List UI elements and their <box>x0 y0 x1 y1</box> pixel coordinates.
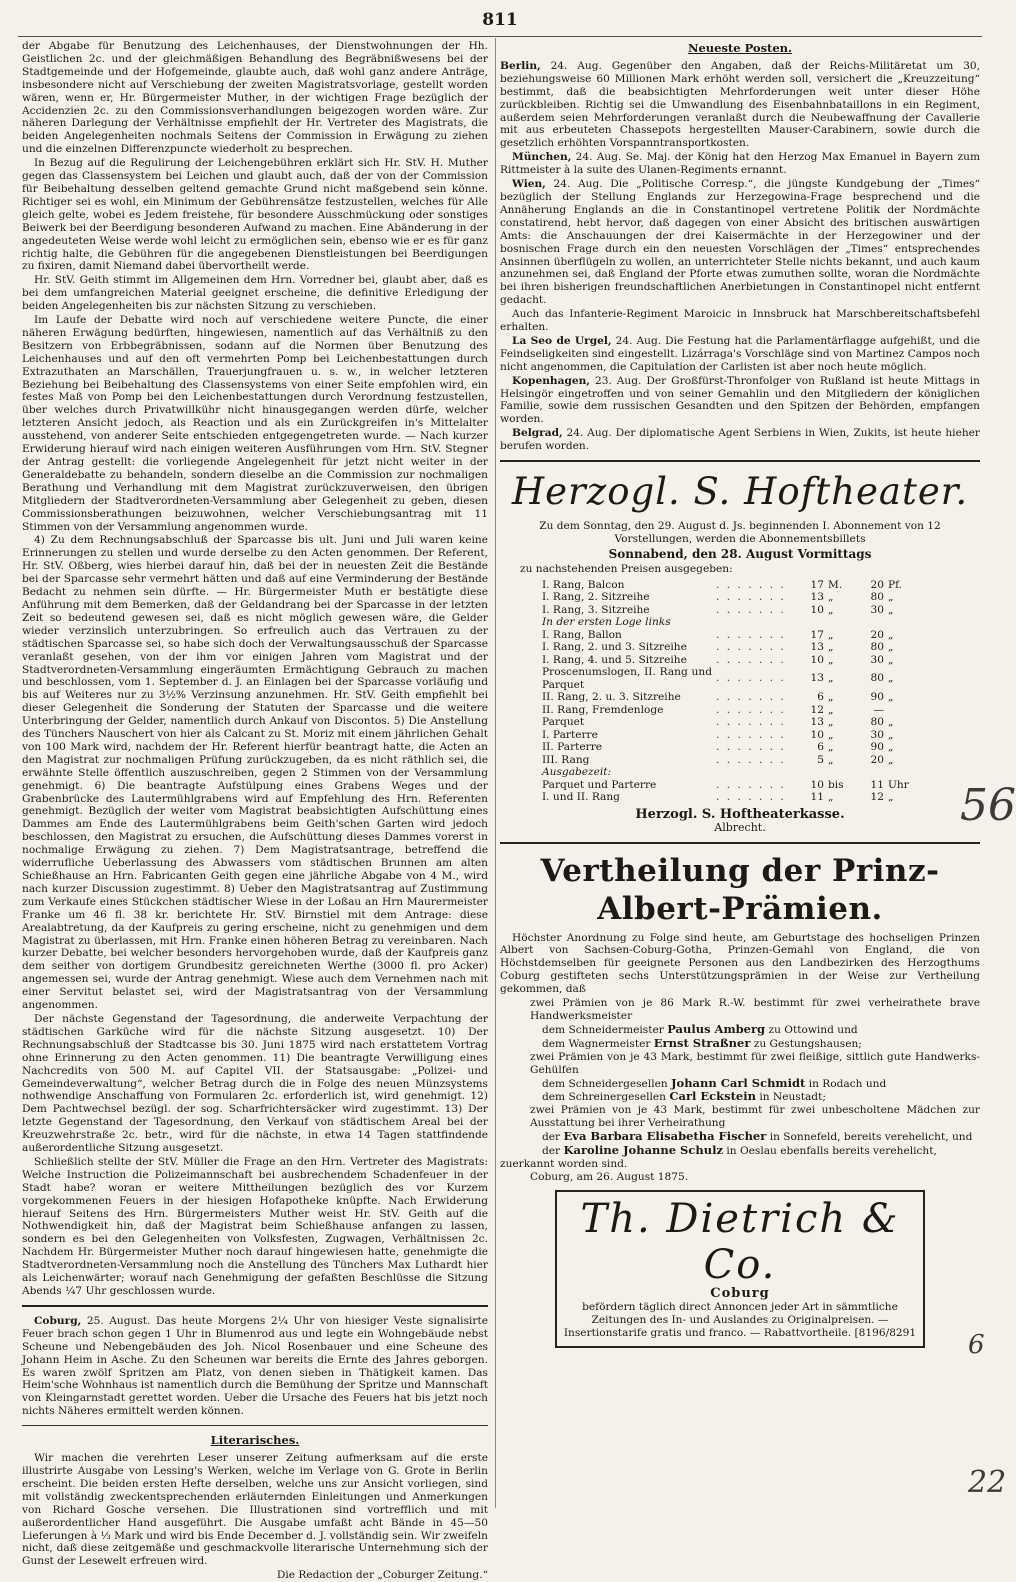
news-item <box>500 178 980 307</box>
price-cell-m: 10 <box>810 728 824 741</box>
price-cell-dots: . . . . . . . <box>716 741 786 754</box>
literary-signature: Die Redaction der „Coburger Zeitung.“ <box>276 1569 488 1582</box>
news-text: 24. Aug. Gegenüber den Angaben, daß der Reichs-Militäretat um 30, beziehungsweise 60 Millionen Mark erhöht werden soll, versichert die „Kreuzzeitung“ bestimmt, daß die beabsichtigten Mehrforderungen weit unter dieser Höhe zurückbleiben. Richtig sei die Umwandlung des Eisenbahnbataillons in ein Regiment, außerdem seien Mehrforderungen veranlaßt durch die Neubewaffnung der Cavallerie mit aus erbeuteten Chassepots hergestellten Mauser-Carabinern, sowie durch die gesetzlich erhöhten Vorspanntransportkosten. <box>500 59 980 150</box>
paragraph: Hr. StV. Geith stimmt im Allgemeinen dem Hrn. Vorredner bei, glaubt aber, daß es bei dem umfangreichen Material geeignet erscheine, die definitive Erledigung der beiden Angelegenheiten bis zur nächsten Sitzung zu verschieben. <box>22 274 488 313</box>
news-place: Belgrad, <box>512 427 563 440</box>
price-cell-pfu: „ <box>888 603 894 616</box>
price-cell-pf: 80 <box>870 716 884 729</box>
price-cell-dots: . . . . . . . <box>716 753 786 766</box>
price-row <box>540 691 914 704</box>
price-cell-pfu: „ <box>888 591 894 604</box>
price-cell-pf: 80 <box>870 591 884 604</box>
price-cell-m: 10 <box>810 653 824 666</box>
recipient-name: Carl Eckstein <box>669 1089 756 1104</box>
price-cell-pf: 80 <box>870 641 884 654</box>
recipient-place: in Sonnefeld, bereits verehelicht, und <box>769 1131 973 1144</box>
issue-time-label: Ausgabezeit: <box>542 766 612 779</box>
price-cell-pf: 80 <box>870 672 884 685</box>
recipient-place: zu Ottowind und <box>768 1023 858 1036</box>
price-cell-sep: bis <box>828 778 844 791</box>
coburg-dateline: Coburg, <box>34 1314 82 1327</box>
price-cell-from: 11 <box>810 791 824 804</box>
price-cell-pfu: „ <box>888 641 894 654</box>
dietrich-city: Coburg <box>710 1285 770 1301</box>
price-cell-mu: „ <box>828 703 834 716</box>
award-date: Coburg, am 26. August 1875. <box>530 1170 689 1183</box>
issue-time-row <box>540 791 914 804</box>
news-item <box>500 427 980 453</box>
price-cell-dots: . . . . . . . <box>716 641 786 654</box>
price-cell-name: I. Rang, 2. Sitzreihe <box>542 591 650 604</box>
price-row <box>540 704 914 717</box>
news-text: 24. Aug. Die „Politische Corresp.“, die jüngste Kundgebung der „Times“ bezüglich der Stellung Englands zur Herzegowina-Frage besprechend und die Annäherung Englands an die in Constantinopel vertretene Politik der Nordmächte constatirend, hebt hervor, daß dagegen von einer Absicht des britischen auswärtigen Amts: die Anschauungen der drei Kaisermächte in der Herzegowiner und der bosnischen Frage durch ein den neuesten Vorschlägen der „Times“ entsprechendes Ansinnen überflügeln zu wollen, an unterrichteter Stelle nichts bekannt, und auch kaum anzunehmen sei, daß England der Pforte etwas zumuthen sollte, woran die Nordmächte bei ihren bisherigen freundschaftlichen Anerbietungen in Constantinopel nicht entfernt gedacht. <box>500 178 980 307</box>
award-recipient <box>500 1090 980 1104</box>
paragraph: In Bezug auf die Regulirung der Leichengebühren erklärt sich Hr. StV. H. Muther gegen das Classensystem bei Leichen und glaubt auch, daß der von der Commission für Beibehaltung desselben geltend gemachte Grund nicht maßgebend sein könne. Richtiger sei es wohl, ein Minimum der Gebührensätze festzustellen, welches für Alle gleich gelte, wobei es Jedem freistehe, für besondere Ausschmückung oder sonstiges Beiwerk bei der Beerdigung besonderen Aufwand zu machen. Eine Abänderung in der angedeuteten Weise werde wohl leicht zu ermöglichen sein, ebenso wie er es für ganz richtig halte, die Gebühren für die angegebenen Dienstleistungen bei Beerdigungen zu fixiren, damit Niemand dabei übervortheilt werde. <box>22 157 488 273</box>
price-table <box>540 579 914 804</box>
price-row <box>540 629 914 642</box>
recipient-name: Ernst Straßner <box>653 1035 751 1050</box>
price-cell-to: 12 <box>870 791 884 804</box>
literary-text: Wir machen die verehrten Leser unserer Zeitung aufmerksam auf die erste illustrirte Ausgabe von Lessing's Werken, welche im Verlage von G. Grote in Berlin erscheint. Die beiden ersten Hefte derselben, welche uns zur Ansicht vorliegen, sind mit vollständig zweckentsprechenden erläuternden Einleitungen und Anmerkungen von Richard Gosche versehen. Die Illustrationen sind vortrefflich und mit außerordentlicher Hand ausgeführt. Die Ausgabe umfaßt acht Bände in 45—50 Lieferungen à ⅓ Mark und wird bis Ende December d. J. vollständig sein. Wir zweifeln nicht, daß diese zeitgemäße und geschmackvolle literarische Unternehmung sich der Gunst der Lesewelt erfreuen wird. <box>22 1452 488 1568</box>
price-cell-pfu: „ <box>888 628 894 641</box>
price-cell-m: 6 <box>817 691 824 704</box>
news-text: 24. Aug. Se. Maj. der König hat den Herzog Max Emanuel in Bayern zum Rittmeister à la suite des Ulanen-Regiments ernannt. <box>500 151 980 177</box>
issue-time-row <box>540 779 914 792</box>
price-cell-mu: „ <box>828 603 834 616</box>
news-text: 23. Aug. Der Großfürst-Thronfolger von Rußland ist heute Mittags in Helsingör eingetroffen und von seiner Gemahlin und den Mitgliedern der königlichen Familie, sowie dem russischen Gesandten und den Spitzen der Behörden, empfangen worden. <box>500 374 980 426</box>
news-text: Auch das Infanterie-Regiment Maroicic in Innsbruck hat Marschbereitschaftsbefehl erhalten. <box>500 308 980 334</box>
price-cell-m: 6 <box>817 741 824 754</box>
news-place: München, <box>512 151 572 164</box>
price-cell-name: Parquet <box>542 716 585 729</box>
price-cell-m: 17 <box>810 578 824 591</box>
theater-signature: Herzogl. S. Hoftheaterkasse. <box>635 806 845 822</box>
price-cell-pfu: „ <box>888 716 894 729</box>
recipient-name: Johann Carl Schmidt <box>671 1075 806 1090</box>
praemien-title: Vertheilung der Prinz-Albert-Prämien. <box>540 852 940 927</box>
price-cell-to: 11 <box>870 778 884 791</box>
price-cell-pfu: „ <box>888 691 894 704</box>
paragraph: Der nächste Gegenstand der Tagesordnung, die anderweite Verpachtung der städtischen Garküche wird für die nächste Sitzung ausgesetzt. 10) Der Rechnungsabschluß der Stadtcasse bis 30. Juni 1875 wird nach erstattetem Vortrag ohne Erinnerung zu den Acten genommen. 11) Die beantragte Verwilligung eines Nachcredits von 500 M. auf Capitel VII. der Statsausgabe: „Polizei- und Gemeindeverwaltung“, welcher Betrag durch die in Folge des neuen Münzsystems nothwendige Anschaffung von Formularen 2c. erforderlich ist, wird genehmigt. 12) Dem Pachtwechsel bezügl. der sog. Scharfrichtersäcker wird zugestimmt. 13) Der letzte Gegenstand der Tagesordnung, den Verkauf von städtischem Areal bei der Kreuzwehrstraße 2c. betr., wird für die nächste, in etwa 14 Tagen stattfindende außerordentliche Sitzung ausgesetzt. <box>22 1012 488 1155</box>
price-cell-mu: „ <box>828 716 834 729</box>
praemien-advertisement <box>500 852 980 1184</box>
price-cell-pf: 90 <box>870 691 884 704</box>
price-cell-pf: 30 <box>870 728 884 741</box>
price-row <box>540 741 914 754</box>
award-closing: zuerkannt worden sind. <box>500 1157 628 1170</box>
price-cell-pfu <box>886 704 914 717</box>
price-cell-dots: . . . . . . . <box>716 728 786 741</box>
header-rule <box>18 36 982 37</box>
price-row <box>540 729 914 742</box>
price-cell-mu: „ <box>828 753 834 766</box>
price-cell-name: II. Rang, 2. u. 3. Sitzreihe <box>542 691 681 704</box>
handwritten-marginal-note: 6 <box>968 1330 985 1360</box>
price-row <box>540 604 914 617</box>
theater-advertisement <box>500 470 980 834</box>
price-cell-dots: . . . . . . . <box>716 672 786 685</box>
news-item <box>500 375 980 427</box>
news-title: Neueste Posten. <box>687 41 793 55</box>
section-rule <box>22 1305 488 1307</box>
column-divider <box>495 38 496 1508</box>
news-place: La Seo de Urgel, <box>512 334 612 347</box>
price-cell-name: II. Rang, Fremdenloge <box>542 703 664 716</box>
recipient-place: in Oeslau ebenfalls bereits verehelicht, <box>726 1145 937 1158</box>
news-item <box>500 308 980 334</box>
price-cell-pf: 90 <box>870 741 884 754</box>
award-recipient <box>500 1023 980 1037</box>
award-line: zwei Prämien von je 43 Mark, bestimmt für zwei unbescholtene Mädchen zur Ausstattung bei ihrer Verheirathung <box>530 1104 980 1130</box>
price-cell-pf: 30 <box>870 603 884 616</box>
price-cell-pfu: „ <box>888 753 894 766</box>
price-cell-m: 12 <box>810 703 824 716</box>
price-cell-mu: „ <box>828 591 834 604</box>
price-row <box>540 579 914 592</box>
news-place: Berlin, <box>500 59 541 72</box>
price-cell-pf: 20 <box>870 753 884 766</box>
price-cell-dots: . . . . . . . <box>716 653 786 666</box>
price-cell-dots: . . . . . . . <box>716 628 786 641</box>
price-cell-m: 5 <box>817 753 824 766</box>
award-recipient <box>500 1130 980 1144</box>
price-cell-dots: . . . . . . . <box>716 591 786 604</box>
price-cell-unit: „ <box>888 791 894 804</box>
news-item <box>500 151 980 177</box>
price-cell-mu: „ <box>828 653 834 666</box>
award-line: zwei Prämien von je 43 Mark, bestimmt für zwei fleißige, sittlich gute Handwerks-Gehülfen <box>530 1050 980 1076</box>
theater-intro: Zu dem Sonntag, den 29. August d. Js. beginnenden I. Abonnement von 12 Vorstellungen, werden die Abonnementsbillets <box>539 520 941 545</box>
news-place: Kopenhagen, <box>512 374 590 387</box>
price-cell-unit: Uhr <box>888 778 909 791</box>
handwritten-marginal-note: 22 <box>968 1465 1007 1500</box>
price-cell-mu: „ <box>828 641 834 654</box>
theater-intro-2: zu nachstehenden Preisen ausgegeben: <box>520 562 733 575</box>
price-cell-mu: „ <box>828 628 834 641</box>
price-cell-dots: . . . . . . . <box>716 778 786 791</box>
price-cell-name: Proscenumslogen, II. Rang und Parquet <box>542 666 712 691</box>
recipient-name: Karoline Johanne Schulz <box>563 1143 723 1158</box>
price-cell-pfu: „ <box>888 672 894 685</box>
price-cell-mu: „ <box>828 672 834 685</box>
recipient-role: dem Schneidermeister <box>542 1023 664 1036</box>
price-cell-pfu: „ <box>888 728 894 741</box>
theater-sale-date: Sonnabend, den 28. August Vormittags <box>608 546 872 561</box>
price-cell-name: I. Rang, 2. und 3. Sitzreihe <box>542 641 687 654</box>
price-cell-name: I. Rang, Ballon <box>542 628 622 641</box>
recipient-name: Paulus Amberg <box>667 1021 766 1036</box>
price-section-label: In der ersten Loge links <box>542 616 671 629</box>
price-cell-m: 13 <box>810 672 824 685</box>
price-cell-dots: . . . . . . . <box>716 603 786 616</box>
handwritten-marginal-note: 56 <box>960 780 1016 831</box>
coburg-date: 25. August. <box>86 1314 151 1327</box>
recipient-role: dem Schneidergesellen <box>542 1077 668 1090</box>
price-cell-pfu: Pf. <box>888 578 903 591</box>
price-cell-mu: „ <box>828 691 834 704</box>
price-cell-m: 13 <box>810 641 824 654</box>
section-rule <box>500 460 980 462</box>
dietrich-advertisement <box>555 1190 925 1348</box>
price-cell-m: 17 <box>810 628 824 641</box>
paragraph: der Abgabe für Benutzung des Leichenhauses, der Dienstwohnungen der Hh. Geistlichen 2c. und der gleichmäßigen Behandlung des Begräbnißwesens bei der Stadtgemeinde und der Hofgemeinde, glaubte auch, daß wohl ganz andere Anträge, insbesondere nicht auf Verschiebung der zweiten Magistratsvorlage, gestellt worden wären, wenn er, Hr. Bürgermeister Muther, in der wichtigen Frage bezüglich der Accidenzien 2c. zu den Commissionsverhandlungen beigezogen worden wäre. Zur näheren Darlegung der Verhältnisse empfiehlt der Hr. Vertreter des Magistrats, die beiden Angelegenheiten nochmals Seitens der Commission in Erwägung zu ziehen und die einzelnen Differenzpuncte wiederholt zu besprechen. <box>22 40 488 156</box>
page-number: 811 <box>482 10 518 30</box>
news-place: Wien, <box>512 178 546 191</box>
price-cell-pf: 30 <box>870 653 884 666</box>
theater-title: Herzogl. S. Hoftheater. <box>511 470 969 514</box>
right-column <box>500 40 980 1505</box>
price-row <box>540 666 914 691</box>
recipient-place: in Rodach und <box>808 1077 887 1090</box>
price-row <box>540 754 914 767</box>
price-cell-dots: . . . . . . . <box>716 691 786 704</box>
paragraph: Schließlich stellte der StV. Müller die Frage an den Hrn. Vertreter des Magistrats: Welche Instruction die Polizeimannschaft bei ausbrechendem Schadenfeuer in der Stadt habe? woran er weitere Mittheilungen bezüglich des vor Kurzem vorgekommenen Feuers in der hiesigen Hofapotheke knüpfte. Nach Erwiderung hierauf Seitens des Hrn. Bürgermeisters Muther weist Hr. StV. Geith auf die Nothwendigkeit hin, daß der Magistrat beim Schießhause anfangen zu lassen, sondern es bei den Gelegenheiten von Volksfesten, Zugwagen, Verhältnissen 2c. Nachdem Hr. Bürgermeister Muther noch darauf hingewiesen hatte, genehmigte die Stadtverordneten-Versammlung noch die Anstellung des Tünchers Max Luthardt hier als Leichenwärter; worauf nach Genehmigung der gefaßten Beschlüsse die Sitzung Abends ¼7 Uhr geschlossen wurde. <box>22 1155 488 1297</box>
price-cell-pfu: „ <box>888 653 894 666</box>
award-recipient <box>500 1077 980 1091</box>
price-cell-name: II. Parterre <box>542 741 603 754</box>
paragraph: 4) Zu dem Rechnungsabschluß der Sparcasse bis ult. Juni und Juli waren keine Erinnerungen zu stellen und wurde derselbe zu den Acten genommen. Der Referent, Hr. StV. Oßberg, wies hierbei darauf hin, daß bei der in neuesten Zeit die Bestände bei der Sparcasse sehr vermehrt hätten und daß auf eine Verminderung der Bestände Bedacht zu nehmen sein dürfte. — Hr. Bürgermeister Muth er bestätigte diese Anführung mit dem Bemerken, daß der Geldandrang bei der Sparcasse in der letzten Zeit so bedeutend gewesen sei, daß es nicht möglich gewesen wäre, die Gelder wieder verzinslich unterzubringen. So erfreulich auch das Vertrauen zu der städtischen Sparcasse sei, so habe sich doch der Verwaltungsausschuß der Sparcasse veranlaßt gesehen, von der ihm vor einigen Jahren vom Magistrat und der Stadtverordneten-Versammlung eingeräumten Ermächtigung Gebrauch zu machen und beschlossen, vom 1. September d. J. an Einlagen bei der Sparcasse vorläufig und bis auf Weiteres nur zu 3½% Verzinsung anzunehmen. Hr. StV. Geith empfiehlt bei dieser Gelegenheit die Sonderung der Statuten der Sparcasse und die weitere Unterbringung der Gelder, namentlich durch Ankauf von Discontos. 5) Die Anstellung des Tünchers Nauschert von hier als Calcant zu St. Moriz mit einem jährlichen Gehalt von 100 Mark wird, nachdem der Hr. Referent hierfür beantragt hatte, die Acten an den Magistrat zur nochmaligen Prüfung zurückzugeben, da es nicht räthlich sei, die erwähnte Stelle öffentlich auszuschreiben, gegen 2 Stimmen von der Versammlung genehmigt. 6) Die beantragte Aufstülpung eines Grabens Weges und der Grabenbrücke des Lautermühlgrabens wird auf Empfehlung des Hrn. Referenten genehmigt. Bezüglich der weiter vom Magistrat beabsichtigten Aufschüttung eines Dammes am Ende des Lautermühlgrabens beim Geith'schen Garten wird jedoch beschlossen, den Magistrat zu ersuchen, die Aufschüttung dieses Dammes vorerst in nochmalige Erwägung zu ziehen. 7) Dem Magistratsantrage, betreffend die widerrufliche Ueberlassung des Abwassers vom städtischen Brunnen am alten Schießhause an Hrn. Fabricanten Geith gegen eine jährliche Abgabe von 4 M., wird nach kurzer Discussion zugestimmt. 8) Ueber den Magistratsantrag auf Zustimmung zum Verkaufe eines Stückchen städtischer Wiese in der Loßau an Hrn Maurermeister Franke um 46 fl. 38 kr. berichtete Hr. StV. Birnstiel mit dem Antrage: diese Arealabtretung, da der Kaufpreis zu gering erscheine, nicht zu genehmigen und dem Magistrat zu überlassen, mit Hrn. Franke einen höheren Betrag zu vereinbaren. Nach kurzer Debatte, bei welcher besonders hervorgehoben wurde, daß der Kaufpreis ganz dem seither von dortigem Grundbesitz gereichneten Werthe (3000 fl. pro Acker) angemessen sei, wurde der Antrag genehmigt. Wiese auch dem Vernehmen nach mit einer Servitut belastet sei, wird der Magistratsantrag von der Versammlung angenommen. <box>22 534 488 1012</box>
price-cell-dots: . . . . . . . <box>716 578 786 591</box>
award-recipient <box>500 1144 980 1158</box>
section-rule <box>22 1425 488 1426</box>
recipient-place: zu Gestungshausen; <box>753 1037 862 1050</box>
recipient-name: Eva Barbara Elisabetha Fischer <box>563 1129 767 1144</box>
recipient-place: in Neustadt; <box>759 1091 826 1104</box>
price-cell-m: 10 <box>810 603 824 616</box>
news-item <box>500 335 980 374</box>
section-rule <box>500 842 980 844</box>
price-cell-name: I. Rang, Balcon <box>542 578 625 591</box>
recipient-role: dem Wagnermeister <box>542 1037 651 1050</box>
price-cell-dots: . . . . . . . <box>716 716 786 729</box>
literary-title: Literarisches. <box>210 1433 300 1448</box>
price-cell-pf: 20 <box>870 578 884 591</box>
price-cell-dots: . . . . . . . <box>716 703 786 716</box>
left-column <box>22 40 488 1582</box>
news-text: 24. Aug. Die Festung hat die Parlamentärflagge aufgehißt, und die Feindseligkeiten sind eingestellt. Lizárraga's Vorschläge sind von Martinez Campos noch nicht angenommen, die Capitulation der Carlisten ist aber noch heute möglich. <box>500 334 980 373</box>
recipient-role: der <box>542 1131 561 1144</box>
price-cell-m: 13 <box>810 716 824 729</box>
price-cell-mu: „ <box>828 728 834 741</box>
recipient-role: der <box>542 1145 561 1158</box>
award-recipient <box>500 1037 980 1051</box>
price-row <box>540 654 914 667</box>
price-cell-name: I. Rang, 4. und 5. Sitzreihe <box>542 653 687 666</box>
price-cell-mu: „ <box>828 741 834 754</box>
price-row <box>540 591 914 604</box>
price-cell-name: III. Rang <box>542 753 590 766</box>
news-text: 24. Aug. Der diplomatische Agent Serbiens in Wien, Zukits, ist heute hieher berufen worden. <box>500 427 980 453</box>
dietrich-name: Th. Dietrich & Co. <box>580 1195 900 1288</box>
price-row <box>540 641 914 654</box>
price-cell-sep: „ <box>828 791 834 804</box>
paragraph: Im Laufe der Debatte wird noch auf verschiedene weitere Puncte, die einer näheren Erwägung bedürften, hingewiesen, namentlich auf das Verhältniß zu den Besitzern von Erbbegräbnissen, sodann auf die Normen über Benutzung des Leichenhauses und auf den oft vermehrten Pomp bei Leichenbestattungen durch Extrazuthaten an Marschällen, Trauerjungfrauen u. s. w., in welcher letzteren Beziehung bei Beibehaltung des Classensystems von einer Seite empfohlen wird, ein festes Maß von Pomp bei den Leichenbestattungen durch Verordnung festzustellen, über welches durch Privatwillkühr nicht hinausgegangen werden dürfe, welcher letzteren Ansicht jedoch, als Reaction und als ein Zurückgreifen in's Mittelalter ausstehend, von anderer Seite entschieden entgegengetreten wurde. — Nach kurzer Erwiderung hierauf wird nach einigen weiteren Ausführungen vom Hrn. StV. Stegner der Antrag gestellt: die vorliegende Angelegenheit für jetzt nicht weiter in der Generaldebatte zu behandeln, sondern dieselbe an die Commission zur nochmaligen Berathung und Verhandlung mit dem Magistrat zurückzuverweisen, den übrigen Mitgliedern der Stadtverordneten-Versammlung aber Gelegenheit zu geben, diesen Commissionsberathungen beizuwohnen, welcher Verschiebungsantrag mit 11 Stimmen von der Versammlung angenommen wurde. <box>22 314 488 533</box>
award-line: zwei Prämien von je 86 Mark R.-W. bestimmt für zwei verheirathete brave Handwerksmeister <box>530 997 980 1022</box>
price-cell-name: I. Rang, 3. Sitzreihe <box>542 603 650 616</box>
recipient-role: dem Schreinergesellen <box>542 1091 666 1104</box>
coburg-news-paragraph <box>22 1315 488 1418</box>
price-cell-pfu: „ <box>888 741 894 754</box>
price-cell-pf: 20 <box>870 628 884 641</box>
price-row <box>540 716 914 729</box>
price-cell-from: 10 <box>810 778 824 791</box>
price-cell-dots: . . . . . . . <box>716 791 786 804</box>
praemien-intro: Höchster Anordnung zu Folge sind heute, am Geburtstage des hochseligen Prinzen Albert von Sachsen-Coburg-Gotha, Prinzen-Gemahl von England, die von Höchstdemselben für geeignete Personen aus den Landbezirken des Herzogthums Coburg gestifteten sechs Unterstützungsprämien in der Weise zur Vertheilung gekommen, daß <box>500 931 980 996</box>
price-cell-name: I. Parterre <box>542 728 598 741</box>
dietrich-text: befördern täglich direct Annoncen jeder Art in sämmtliche Zeitungen des In- und Auslandes zu Originalpreisen. — Insertionstarife gratis und franco. — Rabattvortheile. [8196/8291 <box>563 1300 917 1339</box>
news-item <box>500 60 980 150</box>
coburg-text: Das heute Morgens 2¼ Uhr von hiesiger Veste signalisirte Feuer brach schon gegen 1 Uhr in Blumenrod aus und legte ein Wohngebäude nebst Scheune und Nebengebäuden des Joh. Nicol Rosenbauer und eine Scheune des Johann Heim in Asche. Zu den Scheunen war bereits die Ernte des Jahres geborgen. Es waren zwölf Spritzen am Platz, von denen sieben in Thätigkeit kamen. Das Heim'sche Wohnhaus ist namentlich durch die Bemühung der Spritze und Mannschaft von Kleingarnstadt gerettet worden. Ueber die Ursache des Feuers hat bis jetzt noch nichts Näheres ermittelt werden können. <box>22 1314 488 1418</box>
price-cell-name: Parquet und Parterre <box>542 778 657 791</box>
price-cell-mu: M. <box>828 578 843 591</box>
price-cell-name: I. und II. Rang <box>542 791 620 804</box>
price-cell-pf: — <box>873 703 884 716</box>
price-cell-m: 13 <box>810 591 824 604</box>
theater-signature-name: Albrecht. <box>714 820 766 834</box>
